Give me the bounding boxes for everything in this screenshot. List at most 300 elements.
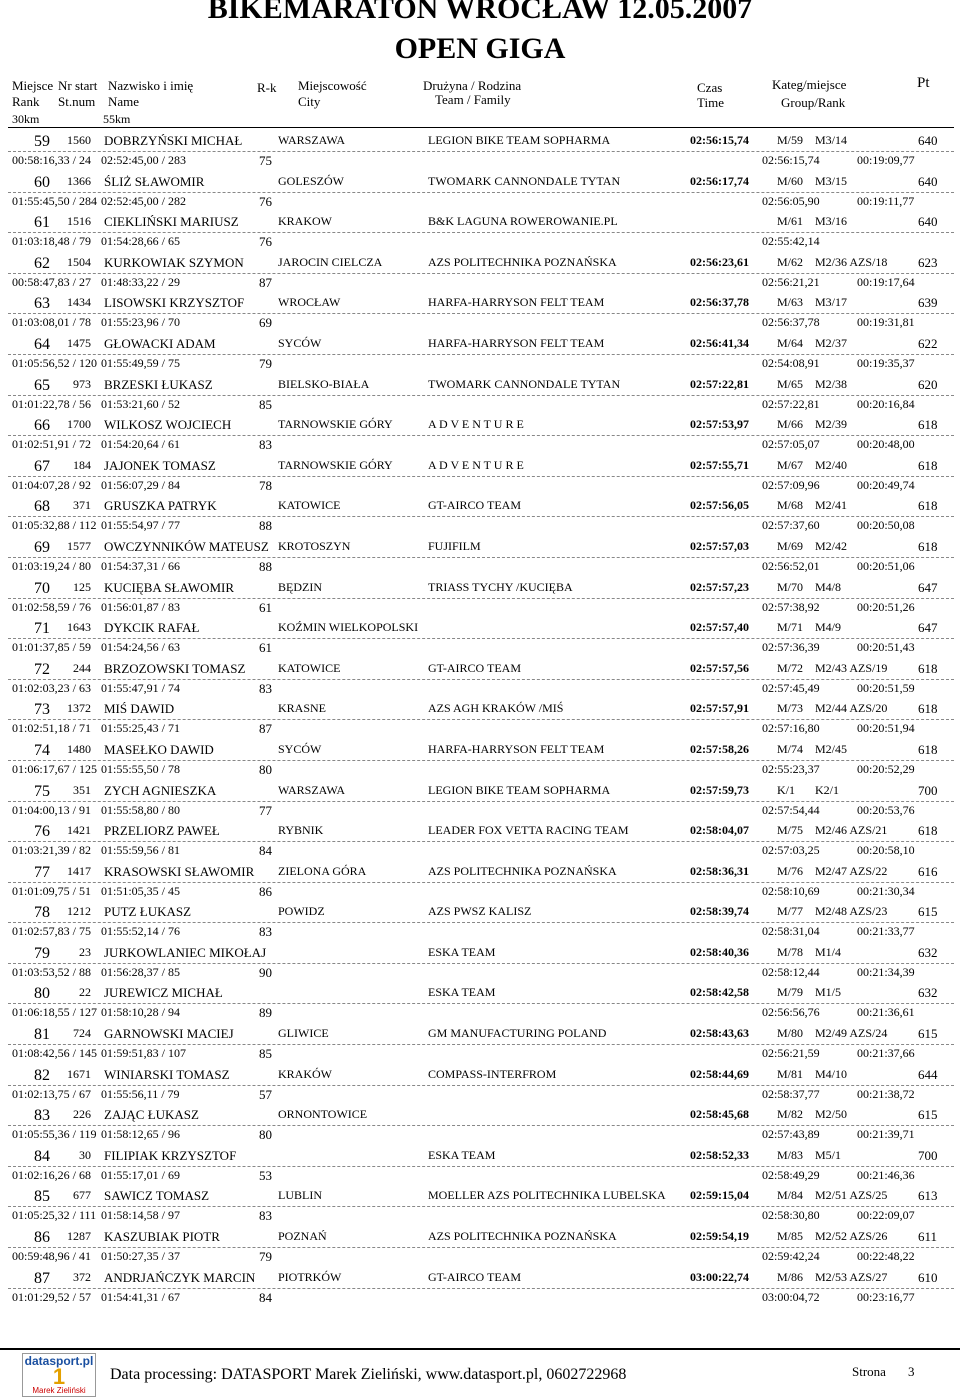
- header-pt: Pt: [917, 75, 930, 91]
- table-row: [0, 580, 960, 621]
- row-divider: [8, 557, 954, 558]
- table-row: [0, 904, 960, 945]
- row-nr: 1372: [67, 701, 91, 716]
- row-cat1: M/86: [777, 1269, 804, 1284]
- table-row: [0, 1188, 960, 1229]
- row-cat1: M/66: [777, 417, 804, 432]
- row-team: AZS POLITECHNIKA POZNAŃSKA: [428, 1229, 617, 1244]
- row-cat1: M/61: [777, 214, 804, 229]
- header-time-pl: Czas: [697, 80, 723, 95]
- row-name: ŚLIŻ SŁAWOMIR: [104, 173, 205, 189]
- row-pts: 615: [918, 904, 938, 920]
- table-row: [0, 377, 960, 418]
- row-cat1: M/84: [777, 1188, 804, 1203]
- row-divider: [8, 232, 954, 233]
- header-rank: Rank: [12, 94, 40, 109]
- row-t3: 00:21:38,72: [857, 1086, 915, 1101]
- row-cat1: M/59: [777, 133, 804, 147]
- row-t2: 02:57:05,07: [762, 437, 820, 452]
- row-team: HARFA-HARRYSON FELT TEAM: [428, 335, 605, 350]
- row-city: PIOTRKÓW: [278, 1269, 342, 1284]
- row-time: 02:57:57,56: [690, 660, 749, 675]
- row-pts: 640: [918, 133, 938, 148]
- row-place: 60: [34, 173, 50, 191]
- row-pts: 618: [918, 741, 938, 757]
- row-divider: [8, 1247, 954, 1248]
- row-name: SAWICZ TOMASZ: [104, 1188, 210, 1204]
- row-t2: 02:58:31,04: [762, 924, 820, 939]
- row-place: 75: [34, 782, 50, 800]
- row-rk: 88: [259, 518, 272, 534]
- row-team: ESKA TEAM: [428, 1147, 496, 1162]
- table-row: [0, 539, 960, 580]
- row-name: GARNOWSKI MACIEJ: [104, 1026, 234, 1042]
- row-place: 72: [34, 660, 50, 678]
- row-divider: [8, 963, 954, 964]
- row-team: LEGION BIKE TEAM SOPHARMA: [428, 782, 611, 797]
- row-name: BRZOZOWSKI TOMASZ: [104, 660, 246, 676]
- footer: [0, 1348, 960, 1398]
- row-pts: 647: [918, 620, 938, 636]
- row-s30: 01:05:25,32 / 111: [12, 1208, 97, 1223]
- row-team: TWOMARK CANNONDALE TYTAN: [428, 376, 621, 391]
- row-divider: [8, 841, 954, 842]
- row-cat2: M3/14: [815, 133, 848, 147]
- row-name: DOBRZYŃSKI MICHAŁ: [104, 133, 243, 148]
- row-time: 02:58:39,74: [690, 904, 749, 919]
- row-s55: 01:58:10,28 / 94: [101, 1005, 181, 1020]
- row-nr: 1434: [67, 295, 91, 310]
- row-city: POZNAŃ: [278, 1229, 327, 1244]
- row-city: BĘDZIN: [278, 579, 322, 594]
- row-divider: [8, 192, 954, 193]
- row-s30: 01:03:19,24 / 80: [12, 558, 92, 573]
- row-nr: 1516: [67, 214, 91, 229]
- row-s55: 02:52:45,00 / 283: [101, 153, 187, 167]
- row-rk: 61: [259, 640, 272, 656]
- row-cat2: M2/52 AZS/26: [815, 1229, 888, 1244]
- page-label: Strona: [852, 1364, 886, 1379]
- row-nr: 23: [79, 944, 91, 959]
- table-row: [0, 985, 960, 1026]
- row-place: 76: [34, 823, 50, 841]
- row-place: 73: [34, 701, 50, 719]
- row-place: 70: [34, 579, 50, 597]
- row-s30: 01:02:51,91 / 72: [12, 437, 92, 452]
- row-t2: 02:55:23,37: [762, 761, 820, 776]
- row-divider: [8, 354, 954, 355]
- row-t2: 02:58:49,29: [762, 1167, 820, 1182]
- row-t2: 02:57:43,89: [762, 1127, 820, 1142]
- row-t2: 02:54:08,91: [762, 355, 820, 370]
- row-t3: 00:19:35,37: [857, 355, 915, 370]
- row-nr: 244: [73, 660, 91, 675]
- row-place: 63: [34, 295, 50, 313]
- row-divider: [8, 273, 954, 274]
- row-t2: 02:57:22,81: [762, 396, 820, 411]
- row-s55: 01:48:33,22 / 29: [101, 274, 181, 289]
- row-nr: 1700: [67, 417, 91, 432]
- row-s55: 01:59:51,83 / 107: [101, 1046, 187, 1061]
- table-row: [0, 1270, 960, 1311]
- row-city: JAROCIN CIELCZA: [278, 254, 383, 269]
- row-s30: 01:02:57,83 / 75: [12, 924, 92, 939]
- row-t3: 00:23:16,77: [857, 1289, 915, 1304]
- row-cat1: M/75: [777, 823, 804, 838]
- row-cat1: M/79: [777, 985, 804, 1000]
- row-city: POWIDZ: [278, 904, 325, 919]
- row-s55: 01:51:05,35 / 45: [101, 883, 181, 898]
- row-cat2: M4/8: [815, 579, 842, 594]
- row-s55: 01:55:59,56 / 81: [101, 843, 181, 858]
- row-team: AZS PWSZ KALISZ: [428, 904, 532, 919]
- row-pts: 632: [918, 944, 938, 960]
- row-s55: 01:54:41,31 / 67: [101, 1289, 181, 1304]
- row-cat1: M/77: [777, 904, 804, 919]
- row-cat2: M2/39: [815, 417, 848, 432]
- event-subtitle: OPEN GIGA: [394, 32, 566, 65]
- row-cat2: M2/50: [815, 1107, 848, 1122]
- row-t3: 00:21:34,39: [857, 964, 915, 979]
- row-nr: 125: [73, 579, 91, 594]
- row-s55: 01:55:54,97 / 77: [101, 518, 181, 533]
- row-time: 02:57:53,97: [690, 417, 749, 432]
- row-s30: 01:55:45,50 / 284: [12, 193, 98, 208]
- row-t2: 02:57:45,49: [762, 680, 820, 695]
- row-divider: [8, 598, 954, 599]
- row-city: KATOWICE: [278, 660, 341, 675]
- table-row: [0, 498, 960, 539]
- row-cat2: M2/38: [815, 376, 848, 391]
- table-row: [0, 1148, 960, 1189]
- row-nr: 1287: [67, 1229, 91, 1244]
- row-cat2: M2/40: [815, 457, 848, 472]
- row-s55: 01:58:12,65 / 96: [101, 1127, 181, 1142]
- data-processing-note: Data processing: DATASPORT Marek Zieliński, www.datasport.pl, 0602722968: [110, 1366, 627, 1383]
- row-name: CIEKLIŃSKI MARIUSZ: [104, 214, 239, 230]
- row-divider: [8, 1206, 954, 1207]
- row-t3: 00:20:16,84: [857, 396, 915, 411]
- row-time: 02:56:17,74: [690, 173, 749, 188]
- row-nr: 351: [73, 782, 91, 797]
- row-rk: 76: [259, 193, 272, 209]
- row-cat2: M2/42: [815, 538, 848, 553]
- row-rk: 79: [259, 1249, 272, 1265]
- row-cat1: M/60: [777, 173, 804, 188]
- row-cat1: M/63: [777, 295, 804, 310]
- row-name: ZYCH AGNIESZKA: [104, 782, 217, 798]
- table-row: [0, 783, 960, 824]
- row-pts: 632: [918, 985, 938, 1001]
- row-time: 02:56:23,61: [690, 254, 749, 269]
- row-t2: 02:57:16,80: [762, 721, 820, 736]
- row-s55: 01:55:56,11 / 79: [101, 1086, 180, 1101]
- row-t3: 00:20:49,74: [857, 477, 915, 492]
- row-rk: 83: [259, 1208, 272, 1224]
- row-name: KRASOWSKI SŁAWOMIR: [104, 863, 255, 879]
- row-place: 66: [34, 417, 50, 435]
- row-team: HARFA-HARRYSON FELT TEAM: [428, 741, 605, 756]
- row-time: 02:57:57,91: [690, 701, 749, 716]
- row-team: GT-AIRCO TEAM: [428, 498, 522, 513]
- row-t3: 00:20:50,08: [857, 518, 915, 533]
- row-pts: 620: [918, 376, 938, 392]
- row-s55: 01:55:25,43 / 71: [101, 721, 181, 736]
- table-row: [0, 1026, 960, 1067]
- row-s30: 00:58:16,33 / 24: [12, 153, 92, 167]
- row-time: 02:58:40,36: [690, 944, 749, 959]
- row-s30: 01:03:18,48 / 79: [12, 234, 92, 249]
- row-time: 02:56:15,74: [690, 133, 749, 147]
- row-t2: 02:56:52,01: [762, 558, 820, 573]
- row-city: SYCÓW: [278, 741, 322, 756]
- row-place: 84: [34, 1147, 50, 1165]
- row-t3: 00:20:58,10: [857, 843, 915, 858]
- row-team: GT-AIRCO TEAM: [428, 1269, 522, 1284]
- row-city: KROTOSZYN: [278, 538, 351, 553]
- row-cat2: M2/36 AZS/18: [815, 254, 888, 269]
- table-row: [0, 1107, 960, 1148]
- row-s30: 01:02:03,23 / 63: [12, 680, 92, 695]
- row-rk: 85: [259, 396, 272, 412]
- row-team: COMPASS-INTERFROM: [428, 1066, 557, 1081]
- row-s55: 01:58:14,58 / 97: [101, 1208, 181, 1223]
- row-place: 82: [34, 1066, 50, 1084]
- row-t2: 02:56:21,21: [762, 274, 820, 289]
- row-divider: [8, 1166, 954, 1167]
- row-s55: 01:55:52,14 / 76: [101, 924, 181, 939]
- row-pts: 618: [918, 823, 938, 839]
- header-team-en: Team / Family: [435, 92, 511, 107]
- row-rk: 83: [259, 924, 272, 940]
- row-team: GM MANUFACTURING POLAND: [428, 1026, 607, 1041]
- row-s30: 01:03:53,52 / 88: [12, 964, 92, 979]
- row-name: JURKOWLANIEC MIKOŁAJ: [104, 944, 267, 960]
- row-s30: 01:02:51,18 / 71: [12, 721, 92, 736]
- row-name: FILIPIAK KRZYSZTOF: [104, 1147, 237, 1163]
- row-city: WROCŁAW: [278, 295, 341, 310]
- row-divider: [8, 1003, 954, 1004]
- row-divider: [8, 151, 954, 152]
- row-pts: 623: [918, 254, 938, 270]
- row-time: 02:58:45,68: [690, 1107, 749, 1122]
- row-rk: 57: [259, 1086, 272, 1102]
- row-s30: 01:05:55,36 / 119: [12, 1127, 97, 1142]
- row-place: 59: [34, 133, 50, 150]
- row-cat2: M3/15: [815, 173, 848, 188]
- row-s55: 01:53:21,60 / 52: [101, 396, 181, 411]
- header-divider: [8, 127, 954, 128]
- row-divider: [8, 1044, 954, 1045]
- row-rk: 84: [259, 1289, 272, 1305]
- row-s30: 01:08:42,56 / 145: [12, 1046, 98, 1061]
- row-team: AZS POLITECHNIKA POZNAŃSKA: [428, 863, 617, 878]
- row-rk: 61: [259, 599, 272, 615]
- row-rk: 53: [259, 1167, 272, 1183]
- header-city-en: City: [298, 94, 321, 109]
- row-s55: 01:54:28,66 / 65: [101, 234, 181, 249]
- row-city: ZIELONA GÓRA: [278, 863, 367, 878]
- row-name: MASEŁKO DAWID: [104, 741, 214, 757]
- row-cat2: M5/1: [815, 1147, 842, 1162]
- row-divider: [8, 476, 954, 477]
- row-nr: 371: [73, 498, 91, 513]
- row-cat1: M/62: [777, 254, 804, 269]
- row-t2: 03:00:04,72: [762, 1289, 820, 1304]
- row-time: 02:58:43,63: [690, 1026, 749, 1041]
- row-pts: 640: [918, 173, 938, 189]
- table-row: [0, 214, 960, 255]
- row-cat2: M2/43 AZS/19: [815, 660, 888, 675]
- row-s55: 01:55:23,96 / 70: [101, 315, 181, 330]
- row-s55: 01:56:07,29 / 84: [101, 477, 181, 492]
- table-row: [0, 174, 960, 215]
- row-pts: 639: [918, 295, 938, 311]
- row-time: 02:57:57,40: [690, 620, 749, 635]
- row-t2: 02:57:09,96: [762, 477, 820, 492]
- row-name: KASZUBIAK PIOTR: [104, 1229, 220, 1245]
- header-time-en: Time: [697, 95, 724, 110]
- row-rk: 83: [259, 680, 272, 696]
- row-team: LEGION BIKE TEAM SOPHARMA: [428, 133, 611, 147]
- row-team: FUJIFILM: [428, 538, 481, 553]
- row-city: KRASNE: [278, 701, 327, 716]
- row-cat2: M4/9: [815, 620, 842, 635]
- table-row: [0, 620, 960, 661]
- row-place: 85: [34, 1188, 50, 1206]
- row-cat1: M/80: [777, 1026, 804, 1041]
- row-nr: 1560: [67, 133, 91, 147]
- row-t2: 02:57:38,92: [762, 599, 820, 614]
- row-cat2: M2/41: [815, 498, 848, 513]
- row-place: 83: [34, 1107, 50, 1125]
- row-cat1: M/71: [777, 620, 804, 635]
- row-nr: 1417: [67, 863, 91, 878]
- row-t2: 02:56:15,74: [762, 153, 820, 167]
- row-place: 78: [34, 904, 50, 922]
- row-rk: 78: [259, 477, 272, 493]
- row-t3: 00:19:09,77: [857, 153, 915, 167]
- row-rk: 77: [259, 802, 272, 818]
- row-t3: 00:19:31,81: [857, 315, 915, 330]
- row-rk: 69: [259, 315, 272, 331]
- row-cat1: M/73: [777, 701, 804, 716]
- table-row: [0, 864, 960, 905]
- row-nr: 1366: [67, 173, 91, 188]
- row-s30: 01:03:08,01 / 78: [12, 315, 92, 330]
- row-cat1: M/74: [777, 741, 804, 756]
- row-name: PRZELIORZ PAWEŁ: [104, 823, 220, 839]
- row-t3: 00:21:30,34: [857, 883, 915, 898]
- row-pts: 644: [918, 1066, 938, 1082]
- row-time: 02:58:42,58: [690, 985, 749, 1000]
- row-s30: 01:01:37,85 / 59: [12, 640, 92, 655]
- row-pts: 615: [918, 1026, 938, 1042]
- row-time: 02:57:55,71: [690, 457, 749, 472]
- row-city: WARSZAWA: [278, 782, 346, 797]
- row-name: LISOWSKI KRZYSZTOF: [104, 295, 245, 311]
- datasport-logo: [22, 1353, 96, 1397]
- row-team: B&K LAGUNA ROWEROWANIE.PL: [428, 214, 618, 229]
- row-t3: 00:20:51,26: [857, 599, 915, 614]
- row-nr: 1421: [67, 823, 91, 838]
- table-row: [0, 742, 960, 783]
- row-rk: 79: [259, 355, 272, 371]
- row-name: ANDRJAŃCZYK MARCIN: [104, 1269, 256, 1285]
- row-time: 02:57:56,05: [690, 498, 749, 513]
- row-t2: 02:56:05,90: [762, 193, 820, 208]
- row-place: 79: [34, 944, 50, 962]
- row-divider: [8, 435, 954, 436]
- row-divider: [8, 313, 954, 314]
- row-t2: 02:57:54,44: [762, 802, 820, 817]
- row-cat2: M1/4: [815, 944, 842, 959]
- row-name: WINIARSKI TOMASZ: [104, 1066, 230, 1082]
- row-t3: 00:20:53,76: [857, 802, 915, 817]
- row-name: ZAJĄC ŁUKASZ: [104, 1107, 199, 1123]
- row-time: 02:56:37,78: [690, 295, 749, 310]
- row-name: GRUSZKA PATRYK: [104, 498, 217, 514]
- row-t2: 02:59:42,24: [762, 1249, 820, 1264]
- row-rk: 87: [259, 721, 272, 737]
- row-divider: [8, 1288, 954, 1289]
- row-cat2: K2/1: [815, 782, 839, 797]
- row-t2: 02:56:56,76: [762, 1005, 820, 1020]
- row-s30: 00:59:48,96 / 41: [12, 1249, 92, 1264]
- row-cat1: M/70: [777, 579, 804, 594]
- row-cat2: M2/48 AZS/23: [815, 904, 888, 919]
- row-team: ESKA TEAM: [428, 944, 496, 959]
- row-divider: [8, 719, 954, 720]
- row-t3: 00:21:46,36: [857, 1167, 915, 1182]
- row-s30: 01:06:18,55 / 127: [12, 1005, 98, 1020]
- row-team: A D V E N T U R E: [428, 417, 524, 432]
- row-name: PUTZ ŁUKASZ: [104, 904, 192, 920]
- row-cat2: M2/37: [815, 335, 848, 350]
- row-nr: 973: [73, 376, 91, 391]
- row-city: LUBLIN: [278, 1188, 322, 1203]
- row-cat1: M/68: [777, 498, 804, 513]
- row-cat1: M/64: [777, 335, 804, 350]
- header-name-en: Name: [108, 94, 140, 109]
- row-t3: 00:21:33,77: [857, 924, 915, 939]
- header-stnum: St.num: [58, 94, 96, 109]
- row-t2: 02:58:12,44: [762, 964, 820, 979]
- row-place: 71: [34, 620, 50, 638]
- row-cat1: M/82: [777, 1107, 804, 1122]
- row-team: AZS POLITECHNIKA POZNAŃSKA: [428, 254, 617, 269]
- row-city: KOŹMIN WIELKOPOLSKI: [278, 620, 419, 635]
- row-rk: 89: [259, 1005, 272, 1021]
- row-pts: 618: [918, 498, 938, 514]
- row-s55: 01:55:55,50 / 78: [101, 761, 181, 776]
- row-divider: [8, 922, 954, 923]
- row-city: GLIWICE: [278, 1026, 329, 1041]
- row-name: GŁOWACKI ADAM: [104, 335, 216, 351]
- row-rk: 86: [259, 883, 272, 899]
- table-row: [0, 336, 960, 377]
- row-s55: 01:55:17,01 / 69: [101, 1167, 181, 1182]
- row-cat2: M3/17: [815, 295, 848, 310]
- row-s55: 01:54:20,64 / 61: [101, 437, 181, 452]
- row-s55: 01:56:01,87 / 83: [101, 599, 181, 614]
- row-pts: 616: [918, 863, 938, 879]
- row-s55: 01:54:37,31 / 66: [101, 558, 181, 573]
- row-rk: 88: [259, 558, 272, 574]
- row-s55: 01:55:47,91 / 74: [101, 680, 181, 695]
- row-pts: 618: [918, 701, 938, 717]
- row-time: 02:57:58,26: [690, 741, 749, 756]
